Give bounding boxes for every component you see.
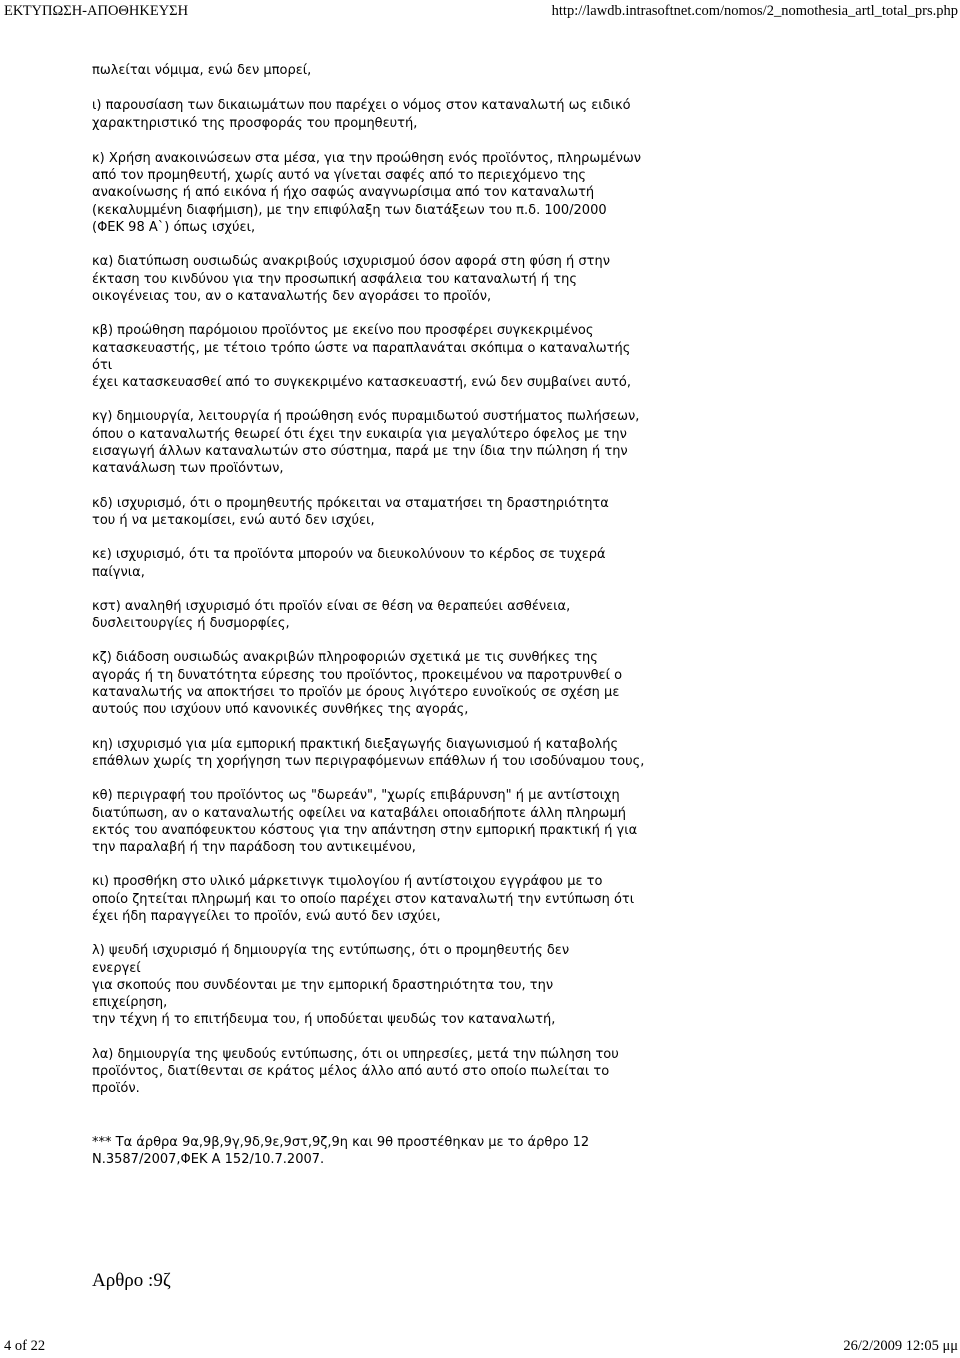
paragraph-kg: κγ) δημιουργία, λειτουργία ή προώθηση ενός πυραμιδωτού συστήματος πωλήσεων, όπου ο καταναλωτής θεωρεί ότι έχει την ευκαιρία για μεγαλύτερο όφελος με την εισαγωγή άλλων καταναλωτών στο σύστημα, παρά με την ίδια την πώληση ή την κατανάλωση των προϊόντων, xyxy=(92,409,640,477)
paragraph-kh: κη) ισχυρισμό για μία εμπορική πρακτική διεξαγωγής διαγωνισμού ή καταβολής επάθλων χωρίς τη χορήγηση των περιγραφόμενων επάθλων ή του ισοδύναμου τους, xyxy=(92,736,645,769)
paragraph-intro: πωλείται νόμιμα, ενώ δεν μπορεί, xyxy=(92,63,312,78)
paragraph-kst: κστ) αναληθή ισχυρισμό ότι προϊόν είναι σε θέση να θεραπεύει ασθένεια, δυσλειτουργίες ή δυσμορφίες, xyxy=(92,598,571,632)
print-header-url: http://lawdb.intrasoftnet.com/nomos/2_nomothesia_artl_total_prs.php xyxy=(551,3,958,19)
paragraph-kb: κβ) προώθηση παρόμοιου προϊόντος με εκείνο που προσφέρει συγκεκριμένος κατασκευαστής, με τέτοιο τρόπο ώστε να παραπλανάται σκόπιμα ο καταναλωτής ότι έχει κατασκευασθεί από το συγκεκριμένο κατασκευαστή, ενώ δεν συμβαίνει αυτό, xyxy=(92,323,632,391)
paragraph-l: λ) ψευδή ισχυρισμό ή δημιουργία της εντύπωσης, ότι ο προμηθευτής δεν ενεργεί για σκοπούς που συνδέονται με την εμπορική δραστηριότητα του, την επιχείρηση, την τέχνη ή το επιτήδευμα του, ή υποδύεται ψευδώς τον καταναλωτή, xyxy=(92,943,570,1028)
paragraph-i: ι) παρουσίαση των δικαιωμάτων που παρέχει ο νόμος στον καταναλωτή ως ειδικό χαρακτηριστικό της προσφοράς του προμηθευτή, xyxy=(92,98,631,131)
print-timestamp: 26/2/2009 12:05 μμ xyxy=(843,1338,958,1354)
print-header-title: ΕΚΤΥΠΩΣΗ-ΑΠΟΘΗΚΕΥΣΗ xyxy=(4,3,189,19)
page-counter: 4 of 22 xyxy=(4,1338,46,1354)
article-heading: Αρθρο :9ζ xyxy=(92,1270,171,1291)
paragraph-kz: κζ) διάδοση ουσιωδώς ανακριβών πληροφοριών σχετικά με τις συνθήκες της αγοράς ή τη δυνατότητα εύρεσης του προϊόντος, προκειμένου να παροτρυνθεί ο καταναλωτής να αποκτήσει το προϊόν με όρους λιγότερο ευνοϊκούς σε σχέση με αυτούς που ισχύουν υπό κανονικές συνθήκες της αγοράς, xyxy=(92,650,623,718)
paragraph-k: κ) Χρήση ανακοινώσεων στα μέσα, για την προώθηση ενός προϊόντος, πληρωμένων από τον προμηθευτή, χωρίς αυτό να γίνεται σαφές από το περιεχόμενο της ανακοίνωσης ή από εικόνα ή ήχο σαφώς αναγνωρίσιμα από τον καταναλωτή (κεκαλυμμένη διαφήμιση), με την επιφύλαξη των διατάξεων του π.δ. 100/2000 (ΦΕΚ 98 Α`) όπως ισχύει, xyxy=(92,150,642,236)
paragraph-kd: κδ) ισχυρισμό, ότι ο προμηθευτής πρόκειται να σταματήσει τη δραστηριότητα του ή να μετακομίσει, ενώ αυτό δεν ισχύει, xyxy=(92,495,609,528)
amendment-note: *** Τα άρθρα 9α,9β,9γ,9δ,9ε,9στ,9ζ,9η και 9θ προστέθηκαν με το άρθρο 12 Ν.3587/2007,ΦΕΚ Α 152/10.7.2007. xyxy=(92,1134,590,1167)
document-body xyxy=(92,62,952,1168)
paragraph-la: λα) δημιουργία της ψευδούς εντύπωσης, ότι οι υπηρεσίες, μετά την πώληση του προϊόντος, διατίθενται σε κράτος μέλος άλλο από αυτό στο οποίο πωλείται το προϊόν. xyxy=(92,1046,619,1097)
paragraph-ka: κα) διατύπωση ουσιωδώς ανακριβούς ισχυρισμού όσον αφορά στη φύση ή στην έκταση του κινδύνου για την προσωπική ασφάλεια του καταναλωτή ή της οικογένειας του, αν ο καταναλωτής δεν αγοράσει το προϊόν, xyxy=(92,254,610,304)
paragraph-ke: κε) ισχυρισμό, ότι τα προϊόντα μπορούν να διευκολύνουν το κέρδος σε τυχερά παίγνια, xyxy=(92,547,606,580)
paragraph-ki: κι) προσθήκη στο υλικό μάρκετινγκ τιμολογίου ή αντίστοιχου εγγράφου με το οποίο ζητείται πληρωμή και το οποίο παρέχει στον καταναλωτή την εντύπωση ότι έχει ήδη παραγγείλει το προϊόν, ενώ αυτό δεν ισχύει, xyxy=(92,874,635,924)
paragraph-kth: κθ) περιγραφή του προϊόντος ως "δωρεάν", "χωρίς επιβάρυνση" ή με αντίστοιχη διατύπωση, αν ο καταναλωτής οφείλει να καταβάλει οποιαδήποτε άλλη πληρωμή εκτός του αναπόφευκτου κόστους για την απάντηση στην εμπορική πρακτική ή για την παραλαβή ή την παράδοση του αντικειμένου, xyxy=(92,788,638,856)
